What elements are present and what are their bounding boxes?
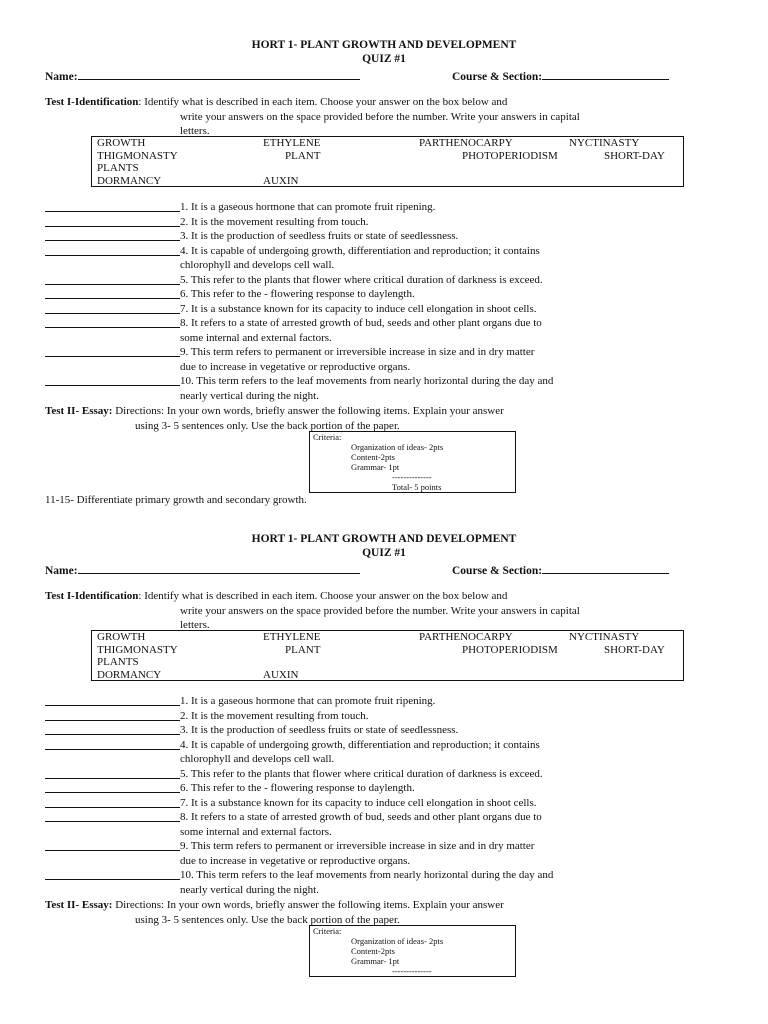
item-10 <box>45 374 685 389</box>
quiz-subtitle: QUIZ #1 <box>362 53 406 65</box>
item-1 <box>45 694 685 709</box>
choice-short-day: SHORT-DAY <box>604 643 665 656</box>
course-section-field[interactable] <box>542 562 669 574</box>
item-text: 9. This term refers to permanent or irreversible increase in size and in dry matter <box>180 840 535 852</box>
item-text: 10. This term refers to the leaf movements from nearly horizontal during the day and <box>180 375 554 387</box>
choice-thigmonasty: THIGMONASTY <box>97 149 178 162</box>
choice-short-day: SHORT-DAY <box>604 149 665 162</box>
quiz-sheet-2 <box>0 532 768 976</box>
choice-plant: PLANT <box>285 643 321 656</box>
item-text: 2. It is the movement resulting from touch. <box>180 709 369 722</box>
item-3 <box>45 229 685 244</box>
answer-blank-9[interactable] <box>45 839 180 851</box>
student-info-row <box>0 562 768 578</box>
item-10-continued <box>45 389 685 404</box>
item-7 <box>45 302 685 317</box>
item-text: due to increase in vegetative or reproductive organs. <box>180 854 411 867</box>
criteria-dashes: -------------- <box>392 966 432 976</box>
quiz-sheet-1 <box>0 38 768 506</box>
student-info-row <box>0 68 768 84</box>
choice-dormancy: DORMANCY <box>97 174 162 187</box>
test1-instructions-line-1: : Identify what is described in each item. Choose your answer on the box below and <box>138 96 508 108</box>
item-text: some internal and external factors. <box>180 331 332 344</box>
test1-instructions-line-2: write your answers on the space provided before the number. Write your answers in capital <box>180 604 580 617</box>
item-text: chlorophyll and develops cell wall. <box>180 259 335 271</box>
name-field[interactable] <box>78 562 360 574</box>
item-text: 1. It is a gaseous hormone that can promote fruit ripening. <box>180 201 436 213</box>
course-section-field[interactable] <box>542 68 669 80</box>
criteria-grammar: Grammar- 1pt <box>351 462 400 472</box>
item-text: 9. This term refers to permanent or irreversible increase in size and in dry matter <box>180 346 535 358</box>
item-text: due to increase in vegetative or reproductive organs. <box>180 360 411 373</box>
answer-blank-3[interactable] <box>45 229 180 241</box>
answer-blank-10[interactable] <box>45 374 180 386</box>
item-9-continued <box>45 854 685 869</box>
answer-blank-9[interactable] <box>45 345 180 357</box>
item-3 <box>45 723 685 738</box>
choice-photoperiodism: PHOTOPERIODISM <box>462 149 558 162</box>
answer-blank-6[interactable] <box>45 781 180 793</box>
item-text: 7. It is a substance known for its capacity to induce cell elongation in shoot cells. <box>180 796 537 809</box>
test1-instructions-line-2: write your answers on the space provided before the number. Write your answers in capital <box>180 110 580 123</box>
item-text: 5. This refer to the plants that flower where critical duration of darkness is exceed. <box>180 273 543 286</box>
choice-thigmonasty: THIGMONASTY <box>97 643 178 656</box>
criteria-grammar: Grammar- 1pt <box>351 956 400 966</box>
test2-heading: Test II- Essay: <box>45 405 113 417</box>
item-text: chlorophyll and develops cell wall. <box>180 753 335 765</box>
item-text: 5. This refer to the plants that flower where critical duration of darkness is exceed. <box>180 767 543 780</box>
item-9 <box>45 839 685 854</box>
answer-blank-3[interactable] <box>45 723 180 735</box>
item-text: 3. It is the production of seedless fruits or state of seedlessness. <box>180 724 459 736</box>
test2-instructions-line-2: using 3- 5 sentences only. Use the back portion of the paper. <box>135 419 400 432</box>
item-9 <box>45 345 685 360</box>
item-8-continued <box>45 331 685 346</box>
item-text: 6. This refer to the - flowering response to daylength. <box>180 288 415 300</box>
answer-blank-2[interactable] <box>45 215 180 227</box>
item-4 <box>45 738 685 753</box>
answer-blank-8[interactable] <box>45 810 180 822</box>
criteria-total: Total- 5 points <box>392 482 442 492</box>
answer-blank-1[interactable] <box>45 200 180 212</box>
name-field[interactable] <box>78 68 360 80</box>
test2-instructions-line-1: Directions: In your own words, briefly answer the following items. Explain your answer <box>112 405 504 417</box>
choice-ethylene: ETHYLENE <box>263 137 321 149</box>
answer-blank-6[interactable] <box>45 287 180 299</box>
choice-plant: PLANT <box>285 149 321 162</box>
item-4 <box>45 244 685 259</box>
criteria-organization: Organization of ideas- 2pts <box>351 442 444 452</box>
item-text: 1. It is a gaseous hormone that can promote fruit ripening. <box>180 695 436 707</box>
identification-items <box>45 200 685 403</box>
choice-nyctinasty: NYCTINASTY <box>569 631 640 643</box>
test2-instructions-line-2: using 3- 5 sentences only. Use the back portion of the paper. <box>135 913 400 926</box>
choice-dormancy: DORMANCY <box>97 668 162 681</box>
item-6 <box>45 781 685 796</box>
item-4-continued <box>45 752 685 767</box>
item-text: 3. It is the production of seedless fruits or state of seedlessness. <box>180 230 459 242</box>
quiz-title: HORT 1- PLANT GROWTH AND DEVELOPMENT <box>251 39 517 51</box>
item-text: 4. It is capable of undergoing growth, differentiation and reproduction; it contains <box>180 738 540 751</box>
item-text: 2. It is the movement resulting from touch. <box>180 215 369 228</box>
choice-growth: GROWTH <box>97 137 146 149</box>
choice-parthenocarpy: PARTHENOCARPY <box>419 137 513 149</box>
item-2 <box>45 709 685 724</box>
item-text: 10. This term refers to the leaf movements from nearly horizontal during the day and <box>180 869 554 881</box>
test1-instructions <box>45 589 645 633</box>
item-text: nearly vertical during the night. <box>180 389 319 402</box>
answer-blank-1[interactable] <box>45 694 180 706</box>
answer-blank-5[interactable] <box>45 273 180 285</box>
answer-choices-box <box>91 630 684 681</box>
item-text: nearly vertical during the night. <box>180 883 319 896</box>
item-4-continued <box>45 258 685 273</box>
criteria-heading: Criteria: <box>313 926 342 936</box>
criteria-heading: Criteria: <box>313 432 342 442</box>
item-text: 4. It is capable of undergoing growth, differentiation and reproduction; it contains <box>180 244 540 257</box>
answer-blank-5[interactable] <box>45 767 180 779</box>
identification-items <box>45 694 685 897</box>
item-text: 7. It is a substance known for its capacity to induce cell elongation in shoot cells. <box>180 302 537 315</box>
item-text: 6. This refer to the - flowering response to daylength. <box>180 782 415 794</box>
essay-item: 11-15- Differentiate primary growth and secondary growth. <box>45 494 307 506</box>
test2-instructions-line-1: Directions: In your own words, briefly answer the following items. Explain your answer <box>112 899 504 911</box>
answer-blank-8[interactable] <box>45 316 180 328</box>
name-label: Name: <box>45 565 78 577</box>
name-label: Name: <box>45 71 78 83</box>
test1-instructions-line-3: letters. <box>180 125 210 137</box>
criteria-box <box>309 431 516 493</box>
item-9-continued <box>45 360 685 375</box>
item-1 <box>45 200 685 215</box>
criteria-box <box>309 925 516 977</box>
criteria-dashes: -------------- <box>392 472 432 482</box>
choice-growth: GROWTH <box>97 631 146 643</box>
item-5 <box>45 767 685 782</box>
quiz-subtitle: QUIZ #1 <box>362 547 406 559</box>
choice-photoperiodism: PHOTOPERIODISM <box>462 643 558 656</box>
test2-heading: Test II- Essay: <box>45 899 113 911</box>
item-text: 8. It refers to a state of arrested growth of bud, seeds and other plant organs due to <box>180 811 542 823</box>
item-8 <box>45 316 685 331</box>
test1-instructions-line-1: : Identify what is described in each item. Choose your answer on the box below and <box>138 590 508 602</box>
choice-plants: PLANTS <box>97 162 139 174</box>
item-2 <box>45 215 685 230</box>
item-10 <box>45 868 685 883</box>
criteria-content: Content-2pts <box>351 946 395 956</box>
answer-blank-4[interactable] <box>45 738 180 750</box>
answer-blank-7[interactable] <box>45 796 180 808</box>
answer-blank-4[interactable] <box>45 244 180 256</box>
answer-blank-7[interactable] <box>45 302 180 314</box>
item-5 <box>45 273 685 288</box>
item-text: 8. It refers to a state of arrested growth of bud, seeds and other plant organs due to <box>180 317 542 329</box>
test2-instructions <box>45 404 645 433</box>
answer-blank-2[interactable] <box>45 709 180 721</box>
quiz-title: HORT 1- PLANT GROWTH AND DEVELOPMENT <box>251 533 517 545</box>
choice-nyctinasty: NYCTINASTY <box>569 137 640 149</box>
criteria-organization: Organization of ideas- 2pts <box>351 936 444 946</box>
test1-instructions <box>45 95 645 139</box>
item-8 <box>45 810 685 825</box>
choice-auxin: AUXIN <box>263 174 299 187</box>
item-8-continued <box>45 825 685 840</box>
choice-auxin: AUXIN <box>263 668 299 681</box>
course-section-label: Course & Section: <box>452 565 543 577</box>
course-section-label: Course & Section: <box>452 71 543 83</box>
choice-ethylene: ETHYLENE <box>263 631 321 643</box>
answer-choices-box <box>91 136 684 187</box>
choice-parthenocarpy: PARTHENOCARPY <box>419 631 513 643</box>
test1-instructions-line-3: letters. <box>180 619 210 631</box>
item-10-continued <box>45 883 685 898</box>
test2-instructions <box>45 898 645 927</box>
item-6 <box>45 287 685 302</box>
test1-heading: Test I-Identification <box>45 590 139 602</box>
item-text: some internal and external factors. <box>180 825 332 838</box>
choice-plants: PLANTS <box>97 656 139 668</box>
test1-heading: Test I-Identification <box>45 96 139 108</box>
answer-blank-10[interactable] <box>45 868 180 880</box>
criteria-content: Content-2pts <box>351 452 395 462</box>
item-7 <box>45 796 685 811</box>
